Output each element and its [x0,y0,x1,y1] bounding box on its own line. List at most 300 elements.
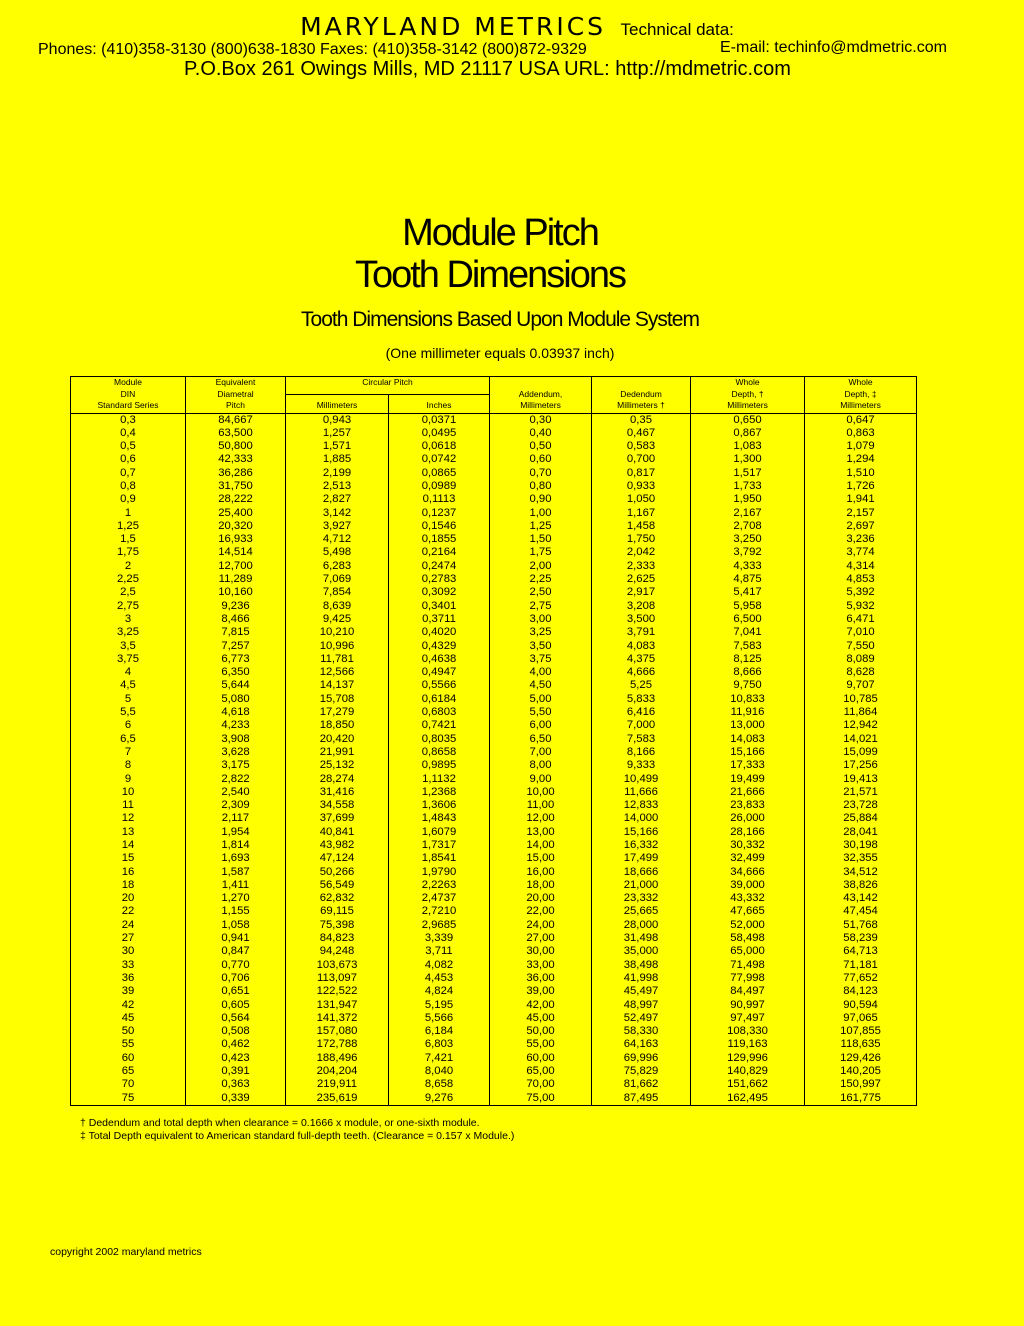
table-cell: 3,711 [389,945,490,958]
table-cell: 2,822 [186,773,286,786]
table-row [71,693,917,706]
table-cell: 32,499 [691,852,805,865]
company-header [0,12,1024,41]
table-row [71,852,917,865]
table-cell: 140,829 [691,1065,805,1078]
table-cell: 0,3092 [389,586,490,599]
table-cell: 4,824 [389,985,490,998]
table-cell: 0,462 [186,1038,286,1051]
table-cell: 7,583 [691,640,805,653]
table-cell: 34,558 [286,799,389,812]
header-circular-mm: Millimeters [286,395,389,413]
table-cell: 11,916 [691,706,805,719]
table-cell: 81,662 [592,1078,691,1091]
table-cell: 3,25 [71,626,186,639]
table-cell: 1,941 [805,493,917,506]
table-cell: 20,320 [186,520,286,533]
table-cell: 13,000 [691,719,805,732]
table-cell: 0,0618 [389,440,490,453]
table-cell: 1,4843 [389,812,490,825]
table-row [71,1038,917,1051]
table-cell: 0,0989 [389,480,490,493]
table-cell: 41,998 [592,972,691,985]
table-cell: 0,5566 [389,679,490,692]
table-cell: 16,332 [592,839,691,852]
table-cell: 2,117 [186,812,286,825]
table-row [71,1012,917,1025]
table-cell: 18,850 [286,719,389,732]
table-cell: 4,50 [490,679,592,692]
table-row [71,493,917,506]
table-row [71,679,917,692]
table-cell: 12 [71,812,186,825]
table-cell: 14,00 [490,839,592,852]
table-cell: 3,75 [71,653,186,666]
table-cell: 5,392 [805,586,917,599]
table-cell: 58,330 [592,1025,691,1038]
table-cell: 75 [71,1092,186,1106]
table-cell: 39,000 [691,879,805,892]
table-cell: 36,286 [186,467,286,480]
table-row [71,573,917,586]
table-cell: 9,425 [286,613,389,626]
table-cell: 2,4737 [389,892,490,905]
table-cell: 3,5 [71,640,186,653]
table-cell: 55,00 [490,1038,592,1051]
table-row [71,1092,917,1106]
table-cell: 71,498 [691,959,805,972]
table-cell: 38,498 [592,959,691,972]
table-cell: 5,50 [490,706,592,719]
table-cell: 15,166 [691,746,805,759]
table-cell: 42 [71,999,186,1012]
table-cell: 4,083 [592,640,691,653]
table-cell: 0,508 [186,1025,286,1038]
table-cell: 0,3711 [389,613,490,626]
table-cell: 15,708 [286,693,389,706]
table-cell: 22,00 [490,905,592,918]
contact-line [38,39,947,59]
table-cell: 0,2164 [389,546,490,559]
table-cell: 28,222 [186,493,286,506]
table-cell: 10 [71,786,186,799]
table-cell: 4,082 [389,959,490,972]
table-cell: 31,750 [186,480,286,493]
table-cell: 35,000 [592,945,691,958]
table-cell: 28,000 [592,919,691,932]
table-cell: 2,540 [186,786,286,799]
table-cell: 3,339 [389,932,490,945]
table-cell: 129,426 [805,1052,917,1065]
table-cell: 63,500 [186,427,286,440]
table-cell: 5,958 [691,600,805,613]
table-cell: 0,60 [490,453,592,466]
table-cell: 1,50 [490,533,592,546]
table-cell: 2,75 [490,600,592,613]
table-cell: 4 [71,666,186,679]
table-row [71,773,917,786]
table-cell: 30,332 [691,839,805,852]
table-cell: 8 [71,759,186,772]
table-cell: 28,041 [805,826,917,839]
table-cell: 9,333 [592,759,691,772]
table-cell: 3,208 [592,600,691,613]
table-cell: 1,167 [592,507,691,520]
table-cell: 0,847 [186,945,286,958]
table-cell: 0,6184 [389,693,490,706]
table-cell: 15,166 [592,826,691,839]
table-cell: 3,791 [592,626,691,639]
table-cell: 5,498 [286,546,389,559]
table-row [71,507,917,520]
table-cell: 7,010 [805,626,917,639]
table-row [71,892,917,905]
table-cell: 2,333 [592,560,691,573]
table-cell: 15,00 [490,852,592,865]
table-cell: 3,927 [286,520,389,533]
table-row [71,866,917,879]
table-row [71,560,917,573]
table-cell: 6,350 [186,666,286,679]
table-cell: 0,0495 [389,427,490,440]
table-cell: 17,333 [691,759,805,772]
table-cell: 75,829 [592,1065,691,1078]
table-cell: 50,800 [186,440,286,453]
table-cell: 7,550 [805,640,917,653]
table-cell: 14,000 [592,812,691,825]
table-cell: 0,3401 [389,600,490,613]
table-cell: 97,497 [691,1012,805,1025]
table-cell: 21,000 [592,879,691,892]
table-row [71,1052,917,1065]
table-cell: 6,500 [691,613,805,626]
table-cell: 0,80 [490,480,592,493]
table-cell: 65,00 [490,1065,592,1078]
table-cell: 13 [71,826,186,839]
table-cell: 4,333 [691,560,805,573]
table-cell: 4,375 [592,653,691,666]
table-cell: 50 [71,1025,186,1038]
table-cell: 141,372 [286,1012,389,1025]
table-cell: 113,097 [286,972,389,985]
table-cell: 87,495 [592,1092,691,1106]
table-cell: 0,0742 [389,453,490,466]
table-cell: 69,996 [592,1052,691,1065]
table-cell: 21,991 [286,746,389,759]
table-cell: 64,713 [805,945,917,958]
table-cell: 2,199 [286,467,389,480]
table-cell: 1,510 [805,467,917,480]
table-cell: 39 [71,985,186,998]
table-cell: 69,115 [286,905,389,918]
table-row [71,1078,917,1091]
table-cell: 16,00 [490,866,592,879]
table-row [71,653,917,666]
table-cell: 0,8035 [389,733,490,746]
table-cell: 0,8 [71,480,186,493]
table-cell: 3,774 [805,546,917,559]
table-cell: 1,726 [805,480,917,493]
table-cell: 64,163 [592,1038,691,1051]
table-cell: 6,283 [286,560,389,573]
table-cell: 90,594 [805,999,917,1012]
table-cell: 75,398 [286,919,389,932]
table-cell: 2,9685 [389,919,490,932]
table-cell: 2,2263 [389,879,490,892]
table-cell: 23,833 [691,799,805,812]
table-cell: 24,00 [490,919,592,932]
footnote-dagger: † Dedendum and total depth when clearance = 0.1666 x module, or one-sixth module. [80,1117,480,1129]
table-cell: 0,1113 [389,493,490,506]
table-cell: 0,7421 [389,719,490,732]
table-cell: 48,997 [592,999,691,1012]
table-cell: 8,125 [691,653,805,666]
table-cell: 0,650 [691,413,805,427]
table-cell: 58,239 [805,932,917,945]
table-cell: 28,166 [691,826,805,839]
table-cell: 103,673 [286,959,389,972]
table-cell: 10,785 [805,693,917,706]
table-cell: 36,00 [490,972,592,985]
table-cell: 0,700 [592,453,691,466]
table-cell: 1,954 [186,826,286,839]
table-row [71,985,917,998]
table-cell: 32,355 [805,852,917,865]
page-title-line2: Tooth Dimensions [354,254,626,296]
table-cell: 8,466 [186,613,286,626]
footnotes [80,1117,514,1143]
header-addendum: Addendum, Millimeters [490,377,592,414]
table-cell: 0,0371 [389,413,490,427]
address-line: P.O.Box 261 Owings Mills, MD 21117 USA URL: http://mdmetric.com [184,58,791,80]
table-cell: 129,996 [691,1052,805,1065]
table-cell: 4,453 [389,972,490,985]
table-cell: 26,000 [691,812,805,825]
table-cell: 204,204 [286,1065,389,1078]
table-cell: 9 [71,773,186,786]
table-cell: 0,35 [592,413,691,427]
table-cell: 2,513 [286,480,389,493]
table-cell: 0,391 [186,1065,286,1078]
table-cell: 1,517 [691,467,805,480]
table-cell: 1,885 [286,453,389,466]
table-cell: 0,30 [490,413,592,427]
table-cell: 12,00 [490,812,592,825]
table-cell: 24 [71,919,186,932]
table-cell: 0,0865 [389,467,490,480]
table-row [71,586,917,599]
table-cell: 16,933 [186,533,286,546]
table-cell: 47,124 [286,852,389,865]
table-row [71,919,917,932]
table-cell: 1,8541 [389,852,490,865]
table-cell: 84,823 [286,932,389,945]
table-cell: 2,5 [71,586,186,599]
table-cell: 38,826 [805,879,917,892]
table-cell: 56,549 [286,879,389,892]
table-cell: 1,1132 [389,773,490,786]
table-cell: 0,863 [805,427,917,440]
table-cell: 10,499 [592,773,691,786]
table-cell: 1,00 [490,507,592,520]
table-cell: 1,6079 [389,826,490,839]
table-cell: 45,00 [490,1012,592,1025]
table-cell: 5,417 [691,586,805,599]
table-cell: 19,499 [691,773,805,786]
table-cell: 2,50 [490,586,592,599]
table-cell: 131,947 [286,999,389,1012]
table-cell: 7,257 [186,640,286,653]
table-cell: 8,00 [490,759,592,772]
table-cell: 14,514 [186,546,286,559]
table-cell: 10,00 [490,786,592,799]
table-cell: 25,132 [286,759,389,772]
table-cell: 2,309 [186,799,286,812]
table-cell: 0,1546 [389,520,490,533]
table-cell: 6,00 [490,719,592,732]
table-cell: 1,300 [691,453,805,466]
table-cell: 25,665 [592,905,691,918]
table-cell: 4,875 [691,573,805,586]
table-cell: 14,137 [286,679,389,692]
table-row [71,533,917,546]
table-cell: 1,050 [592,493,691,506]
table-cell: 1,571 [286,440,389,453]
table-cell: 0,706 [186,972,286,985]
table-cell: 161,775 [805,1092,917,1106]
table-cell: 2,625 [592,573,691,586]
table-cell: 0,943 [286,413,389,427]
table-row [71,666,917,679]
table-cell: 1,458 [592,520,691,533]
table-row [71,959,917,972]
table-cell: 15 [71,852,186,865]
table-cell: 42,00 [490,999,592,1012]
table-cell: 3,500 [592,613,691,626]
table-cell: 0,467 [592,427,691,440]
table-row [71,467,917,480]
table-cell: 6,471 [805,613,917,626]
table-row [71,1025,917,1038]
table-cell: 58,498 [691,932,805,945]
table-cell: 16 [71,866,186,879]
table-cell: 0,605 [186,999,286,1012]
table-cell: 36 [71,972,186,985]
table-cell: 30,00 [490,945,592,958]
table-cell: 0,651 [186,985,286,998]
table-cell: 6,416 [592,706,691,719]
header-whole-depth-ddagger: Whole Depth, ‡ Millimeters [805,377,917,414]
table-cell: 37,699 [286,812,389,825]
table-cell: 10,160 [186,586,286,599]
table-row [71,640,917,653]
table-cell: 14,083 [691,733,805,746]
table-cell: 0,941 [186,932,286,945]
table-cell: 12,833 [592,799,691,812]
table-cell: 4,853 [805,573,917,586]
table-cell: 0,339 [186,1092,286,1106]
table-cell: 5,5 [71,706,186,719]
table-cell: 6 [71,719,186,732]
table-cell: 8,040 [389,1065,490,1078]
table-cell: 77,998 [691,972,805,985]
table-cell: 5,833 [592,693,691,706]
table-cell: 51,768 [805,919,917,932]
table-cell: 151,662 [691,1078,805,1091]
table-cell: 30 [71,945,186,958]
footnote-ddagger: ‡ Total Depth equivalent to American standard full-depth teeth. (Clearance = 0.157 x Module.) [80,1130,515,1142]
table-row [71,905,917,918]
table-cell: 1,814 [186,839,286,852]
table-cell: 1 [71,507,186,520]
table-cell: 0,647 [805,413,917,427]
table-cell: 65,000 [691,945,805,958]
table-cell: 14 [71,839,186,852]
table-cell: 60,00 [490,1052,592,1065]
table-cell: 6,184 [389,1025,490,1038]
table-cell: 21,571 [805,786,917,799]
table-cell: 27 [71,932,186,945]
phones-faxes: Phones: (410)358-3130 (800)638-1830 Faxes: (410)358-3142 (800)872-9329 [38,41,587,58]
table-cell: 4,5 [71,679,186,692]
table-cell: 62,832 [286,892,389,905]
table-row [71,613,917,626]
page-title-line1: Module Pitch [402,212,598,254]
table-cell: 7,421 [389,1052,490,1065]
table-cell: 11,864 [805,706,917,719]
table-cell: 52,000 [691,919,805,932]
table-cell: 1,950 [691,493,805,506]
table-cell: 43,142 [805,892,917,905]
table-row [71,746,917,759]
table-cell: 3,908 [186,733,286,746]
table-cell: 6,773 [186,653,286,666]
email-text: E-mail: techinfo@mdmetric.com [720,39,947,56]
table-cell: 40,841 [286,826,389,839]
table-cell: 0,423 [186,1052,286,1065]
table-cell: 0,4329 [389,640,490,653]
table-cell: 45,497 [592,985,691,998]
table-cell: 188,496 [286,1052,389,1065]
table-cell: 43,332 [691,892,805,905]
tooth-dimensions-table [70,376,917,1106]
table-cell: 20,420 [286,733,389,746]
table-cell: 3,75 [490,653,592,666]
table-cell: 1,587 [186,866,286,879]
table-cell: 84,497 [691,985,805,998]
table-cell: 0,50 [490,440,592,453]
table-cell: 30,198 [805,839,917,852]
table-cell: 7,815 [186,626,286,639]
table-cell: 7,041 [691,626,805,639]
table-row [71,799,917,812]
table-cell: 52,497 [592,1012,691,1025]
header-equivalent: Equivalent Diametral Pitch [186,377,286,414]
table-cell: 1,75 [490,546,592,559]
technical-data-label: Technical data: [620,20,734,39]
table-cell: 0,6803 [389,706,490,719]
table-cell: 25,400 [186,507,286,520]
table-cell: 77,652 [805,972,917,985]
table-cell: 0,40 [490,427,592,440]
table-cell: 9,750 [691,679,805,692]
table-cell: 4,712 [286,533,389,546]
table-cell: 28,274 [286,773,389,786]
table-cell: 2,042 [592,546,691,559]
table-cell: 2,917 [592,586,691,599]
table-cell: 5,25 [592,679,691,692]
table-cell: 5,195 [389,999,490,1012]
